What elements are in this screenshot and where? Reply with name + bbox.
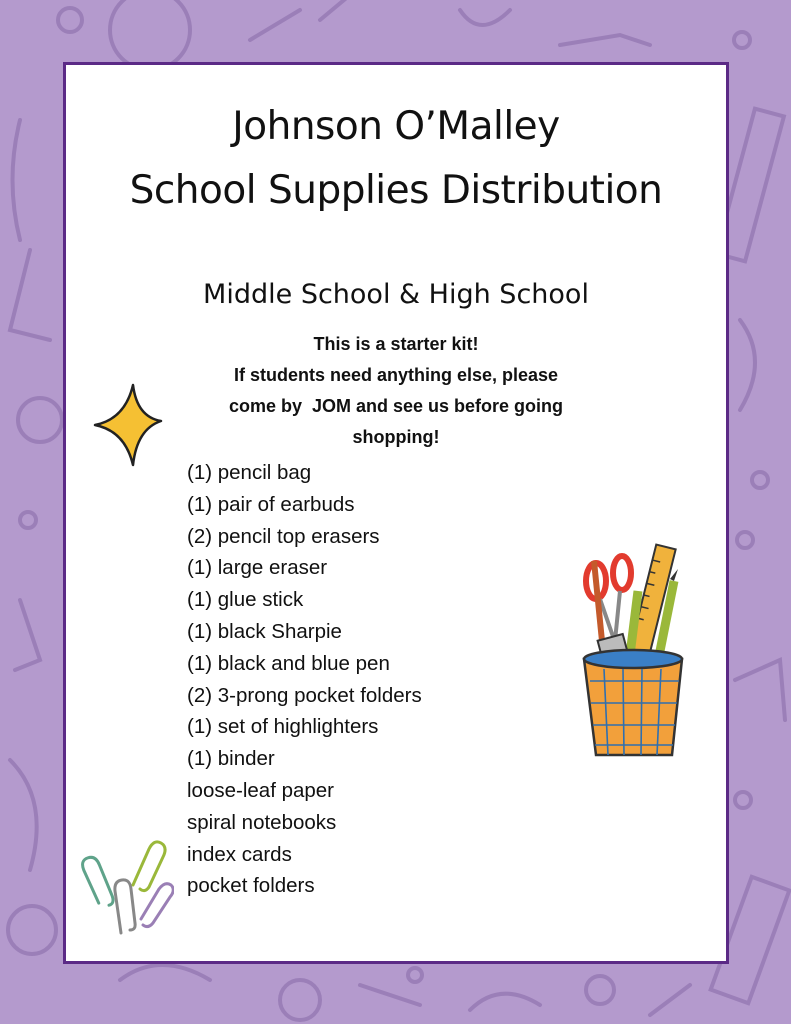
supply-list [187, 457, 422, 902]
starter-kit-notice [186, 329, 606, 453]
list-item: (1) black Sharpie [187, 619, 342, 643]
list-item: spiral notebooks [187, 810, 337, 834]
paperclips-icon [79, 833, 174, 943]
list-item: (2) 3-prong pocket folders [187, 683, 422, 707]
sparkle-star-icon [93, 383, 163, 467]
list-item: (1) black and blue pen [187, 651, 390, 675]
notice-line-1: This is a starter kit! [313, 334, 479, 354]
list-item: (1) pair of earbuds [187, 492, 355, 516]
list-item: (1) pencil bag [187, 461, 312, 484]
flyer-card [63, 62, 729, 964]
list-item: (1) set of highlighters [187, 715, 379, 739]
list-item: (1) binder [187, 747, 275, 771]
subtitle: Middle School & High School [203, 279, 589, 310]
title-line-2: School Supplies Distribution [129, 168, 663, 213]
title-line-1: Johnson O’Malley [232, 104, 560, 149]
notice-line-2: If students need anything else, please [233, 365, 559, 385]
notice-line-4: shopping! [352, 427, 440, 447]
list-item: pocket folders [187, 874, 315, 898]
list-item: loose-leaf paper [187, 778, 335, 802]
list-item: (2) pencil top erasers [187, 524, 380, 548]
pencil-cup-icon [578, 541, 688, 761]
list-item: (1) glue stick [187, 588, 304, 612]
notice-line-3: come by JOM and see us before going [228, 396, 564, 416]
list-item: index cards [187, 842, 292, 866]
list-item: (1) large eraser [187, 556, 328, 580]
